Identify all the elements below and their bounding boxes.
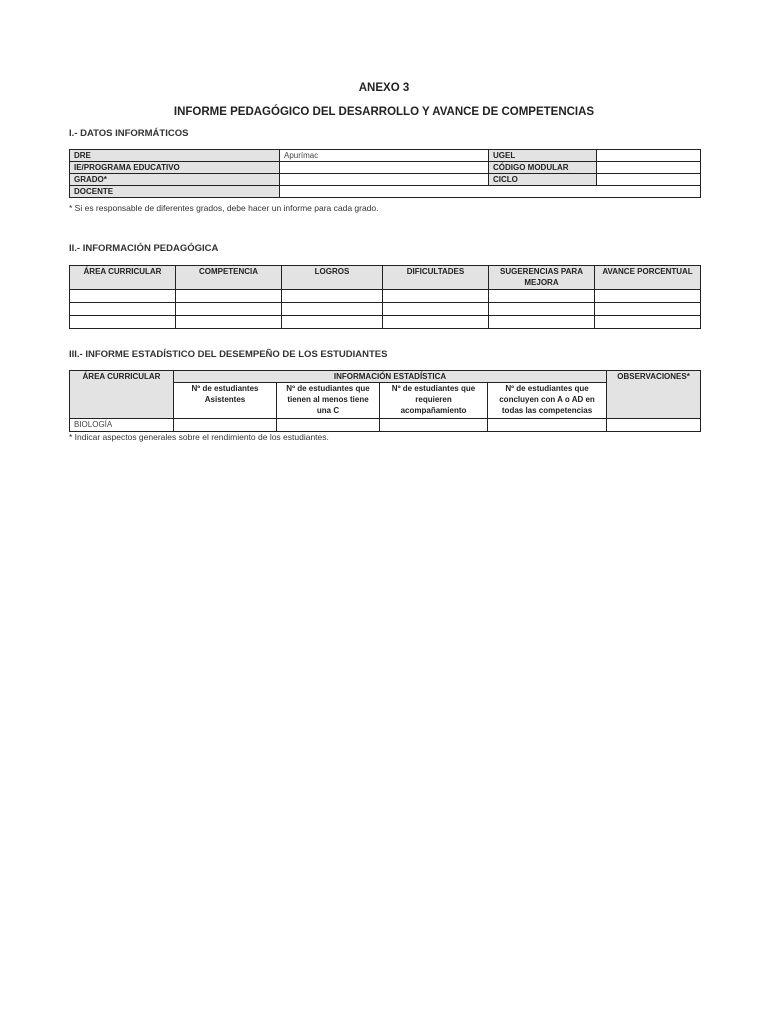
table-cell[interactable] [489, 290, 595, 303]
col-logros: LOGROS [282, 266, 383, 290]
informacion-pedagogica-table [69, 265, 701, 329]
section3-heading: III.- INFORME ESTADÍSTICO DEL DESEMPEÑO DE LOS ESTUDIANTES [69, 349, 388, 360]
table-row [70, 162, 701, 174]
table-cell[interactable] [282, 316, 383, 329]
docente-label: DOCENTE [70, 186, 280, 198]
table-row [70, 303, 701, 316]
table-header-row [70, 371, 701, 383]
table-cell[interactable] [174, 419, 277, 432]
dre-value[interactable]: Apurímac [280, 150, 489, 162]
ugel-value[interactable] [597, 150, 701, 162]
table-cell[interactable] [383, 290, 489, 303]
table-cell[interactable] [70, 303, 176, 316]
row-area-biologia: BIOLOGÍA [70, 419, 174, 432]
table-cell[interactable] [488, 419, 607, 432]
grado-label: GRADO* [70, 174, 280, 186]
table-row [70, 316, 701, 329]
table-row [70, 174, 701, 186]
table-cell[interactable] [282, 303, 383, 316]
col-dificultades: DIFICULTADES [383, 266, 489, 290]
table-cell[interactable] [282, 290, 383, 303]
docente-value[interactable] [280, 186, 701, 198]
table-cell[interactable] [595, 316, 701, 329]
table-cell[interactable] [70, 290, 176, 303]
dre-label: DRE [70, 150, 280, 162]
col-estudiantes-acompanamiento: Nº de estudiantes que requieren acompañamiento [380, 383, 488, 419]
codigo-modular-label: CÓDIGO MODULAR [489, 162, 597, 174]
annex-title: ANEXO 3 [358, 82, 410, 94]
col-estudiantes-asistentes: Nº de estudiantes Asistentes [174, 383, 277, 419]
col-avance-porcentual: AVANCE PORCENTUAL [595, 266, 701, 290]
table-row [70, 290, 701, 303]
table-cell[interactable] [595, 303, 701, 316]
col-observaciones: OBSERVACIONES* [607, 371, 701, 419]
table-row [70, 150, 701, 162]
table-row [70, 186, 701, 198]
table-cell[interactable] [380, 419, 488, 432]
section2-heading: II.- INFORMACIÓN PEDAGÓGICA [69, 243, 219, 254]
table-cell[interactable] [607, 419, 701, 432]
ie-programa-value[interactable] [280, 162, 489, 174]
section1-note: * Si es responsable de diferentes grados, debe hacer un informe para cada grado. [69, 203, 379, 213]
col-informacion-estadistica: INFORMACIÓN ESTADÍSTICA [174, 371, 607, 383]
table-cell[interactable] [176, 303, 282, 316]
table-row [70, 419, 701, 432]
section1-heading: I.- DATOS INFORMÁTICOS [69, 128, 189, 139]
informe-estadistico-table [69, 370, 701, 432]
ugel-label: UGEL [489, 150, 597, 162]
codigo-modular-value[interactable] [597, 162, 701, 174]
table-cell[interactable] [489, 316, 595, 329]
document-title: INFORME PEDAGÓGICO DEL DESARROLLO Y AVANCE DE COMPETENCIAS [173, 106, 595, 118]
table-cell[interactable] [383, 316, 489, 329]
table-cell[interactable] [176, 290, 282, 303]
table-cell[interactable] [489, 303, 595, 316]
table-cell[interactable] [383, 303, 489, 316]
col-area-curricular: ÁREA CURRICULAR [70, 371, 174, 419]
col-estudiantes-a-ad: Nº de estudiantes que concluyen con A o AD en todas las competencias [488, 383, 607, 419]
datos-informaticos-table [69, 149, 701, 198]
col-estudiantes-con-c: Nº de estudiantes que tienen al menos tiene una C [277, 383, 380, 419]
grado-value[interactable] [280, 174, 489, 186]
col-competencia: COMPETENCIA [176, 266, 282, 290]
col-area-curricular: ÁREA CURRICULAR [70, 266, 176, 290]
table-cell[interactable] [277, 419, 380, 432]
table-header-row [70, 266, 701, 290]
col-sugerencias: SUGERENCIAS PARA MEJORA [489, 266, 595, 290]
section3-note: * Indicar aspectos generales sobre el rendimiento de los estudiantes. [69, 432, 329, 442]
ie-programa-label: IE/PROGRAMA EDUCATIVO [70, 162, 280, 174]
table-cell[interactable] [176, 316, 282, 329]
ciclo-label: CICLO [489, 174, 597, 186]
ciclo-value[interactable] [597, 174, 701, 186]
table-cell[interactable] [70, 316, 176, 329]
table-cell[interactable] [595, 290, 701, 303]
